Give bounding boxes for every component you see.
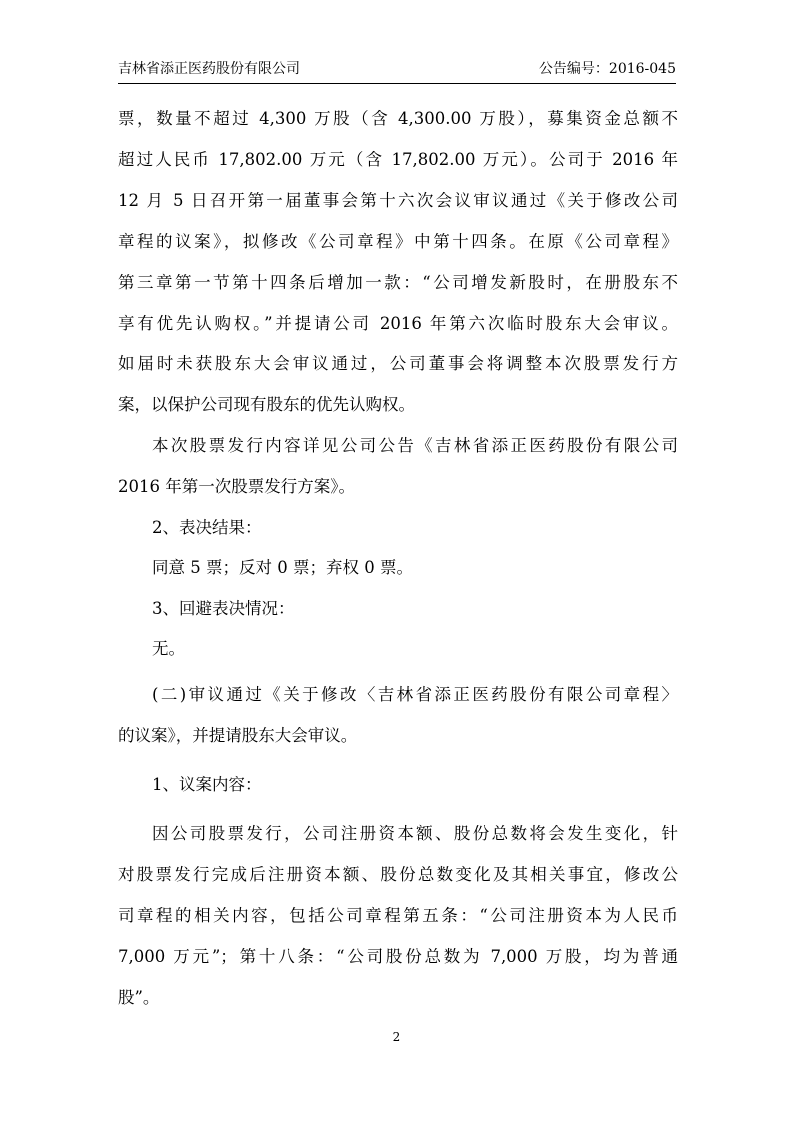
body-line: 2016 年第一次股票发行方案》。 <box>118 477 355 496</box>
body-line: 如届时未获股东大会审议通过，公司董事会将调整本次股票发行方 <box>118 354 678 373</box>
body-line: 章程的议案》，拟修改《公司章程》中第十四条。在原《公司章程》 <box>118 232 678 251</box>
page-number: 2 <box>392 1030 401 1044</box>
section-heading: 2、表决结果： <box>152 518 262 537</box>
body-line: 本次股票发行内容详见公司公告《吉林省添正医药股份有限公司 <box>152 436 678 455</box>
body-line: 股”。 <box>118 988 160 1007</box>
body-line: 同意 5 票；反对 0 票；弃权 0 票。 <box>152 558 413 577</box>
body-line: 的议案》，并提请股东大会审议。 <box>118 726 358 745</box>
body-line: 超过人民币 17,802.00 万元（含 17,802.00 万元）。公司于 2016 年 <box>118 150 678 169</box>
body-line: 对股票发行完成后注册资本额、股份总数变化及其相关事宜，修改公 <box>118 865 678 884</box>
header-company-name: 吉林省添正医药股份有限公司 <box>118 61 300 77</box>
body-line: 7,000 万元”；第十八条：“公司股份总数为 7,000 万股，均为普通 <box>118 947 678 966</box>
section-heading: 1、议案内容： <box>152 775 262 794</box>
header-divider <box>118 83 676 84</box>
section-heading: 3、回避表决情况： <box>152 599 295 618</box>
body-line: 因公司股票发行，公司注册资本额、股份总数将会发生变化，针 <box>152 824 678 843</box>
body-line: 司章程的相关内容，包括公司章程第五条：“公司注册资本为人民币 <box>118 906 678 925</box>
body-line: 案，以保护公司现有股东的优先认购权。 <box>118 395 415 414</box>
section-heading: (二)审议通过《关于修改〈吉林省添正医药股份有限公司章程〉 <box>152 685 678 704</box>
body-line: 票，数量不超过 4,300 万股（含 4,300.00 万股），募集资金总额不 <box>118 109 678 128</box>
body-line: 享有优先认购权。”并提请公司 2016 年第六次临时股东大会审议。 <box>118 314 678 333</box>
body-line: 无。 <box>152 639 185 658</box>
page-header <box>118 58 676 80</box>
body-line: 第三章第一节第十四条后增加一款：“公司增发新股时，在册股东不 <box>118 273 678 292</box>
header-notice-number: 公告编号：2016-045 <box>538 61 676 77</box>
body-line: 12 月 5 日召开第一届董事会第十六次会议审议通过《关于修改公司 <box>118 191 678 210</box>
